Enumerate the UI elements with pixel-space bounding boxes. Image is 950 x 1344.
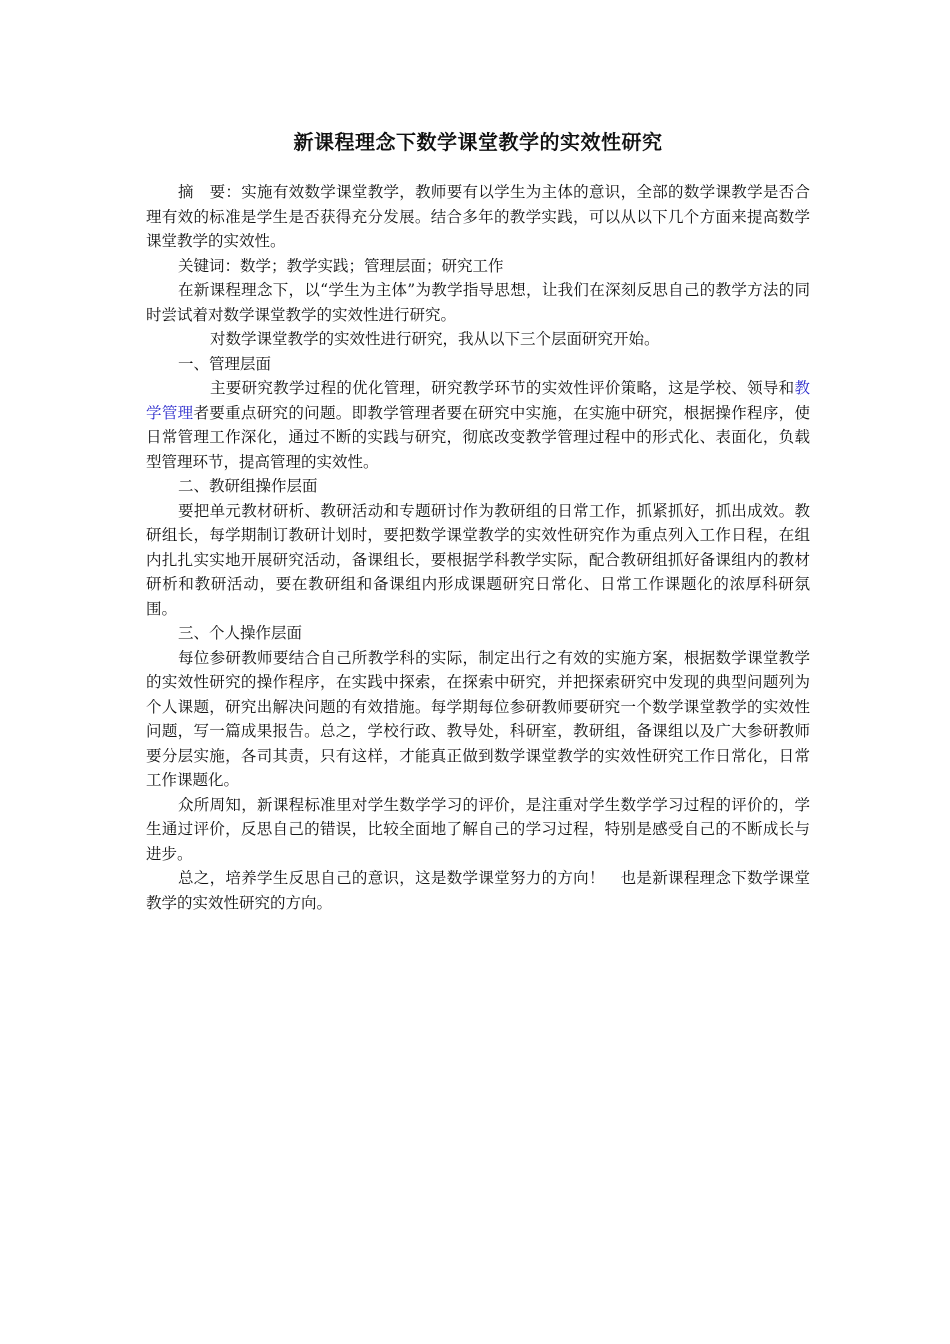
management-text-before-link: 主要研究教学过程的优化管理，研究教学环节的实效性评价策略，这是学校、领导和: [210, 379, 795, 397]
keywords-paragraph: 关键词：数学；教学实践；管理层面；研究工作: [178, 256, 504, 275]
teaching-management-link[interactable]: 教学管理: [146, 379, 810, 422]
conclusion-paragraph: 总之，培养学生反思自己的意识，这是数学课堂努力的方向！ 也是新课程理念下数学课堂教学的实效性研究的方向。: [146, 869, 810, 912]
section-heading-teaching-group: 二、教研组操作层面: [178, 477, 318, 495]
document-title: 新课程理念下数学课堂教学的实效性研究: [293, 130, 663, 154]
section-management-paragraph: [146, 376, 810, 474]
section-teaching-group-paragraph: 要把单元教材研析、教研活动和专题研讨作为教研组的日常工作，抓紧抓好，抓出成效。教研组长，每学期制订教研计划时，要把数学课堂教学的实效性研究作为重点列入工作日程，在组内扎扎实实地开展研究活动，备课组长，要根据学科教学实际，配合教研组抓好备课组内的教材研析和教研活动，要在教研组和备课组内形成课题研究日常化、日常工作课题化的浓厚科研氛围。: [146, 501, 810, 618]
section-heading-individual: 三、个人操作层面: [178, 624, 303, 642]
management-text-after-link: 者要重点研究的问题。即教学管理者要在研究中实施，在实施中研究，根据操作程序，使日常管理工作深化，通过不断的实践与研究，彻底改变教学管理过程中的形式化、表面化，负载型管理环节，提高管理的实效性。: [146, 403, 810, 471]
abstract-paragraph: 摘 要：实施有效数学课堂教学，教师要有以学生为主体的意识，全部的数学课教学是否合理有效的标准是学生是否获得充分发展。结合多年的教学实践，可以从以下几个方面来提高数学课堂教学的实效性。: [146, 183, 810, 250]
section-heading-management: 一、管理层面: [178, 354, 272, 373]
intro-levels-paragraph: 对数学课堂教学的实效性进行研究，我从以下三个层面研究开始。: [210, 330, 660, 348]
evaluation-paragraph: 众所周知，新课程标准里对学生数学学习的评价，是注重对学生数学学习过程的评价的，学生通过评价，反思自己的错误，比较全面地了解自己的学习过程，特别是感受自己的不断成长与进步。: [146, 795, 810, 863]
section-individual-paragraph: 每位参研教师要结合自己所教学科的实际，制定出行之有效的实施方案，根据数学课堂教学的实效性研究的操作程序，在实践中探索，在探索中研究，并把探索研究中发现的典型问题列为个人课题，研究出解决问题的有效措施。每学期每位参研教师要研究一个数学课堂教学的实效性问题，写一篇成果报告。总之，学校行政、教导处，科研室，教研组，备课组以及广大参研教师要分层实施，各司其责，只有这样，才能真正做到数学课堂教学的实效性研究工作日常化，日常工作课题化。: [146, 648, 810, 789]
intro-paragraph: 在新课程理念下，以“学生为主体”为教学指导思想，让我们在深刻反思自己的教学方法的同时尝试着对数学课堂教学的实效性进行研究。: [146, 281, 810, 324]
document-page: [146, 128, 810, 915]
